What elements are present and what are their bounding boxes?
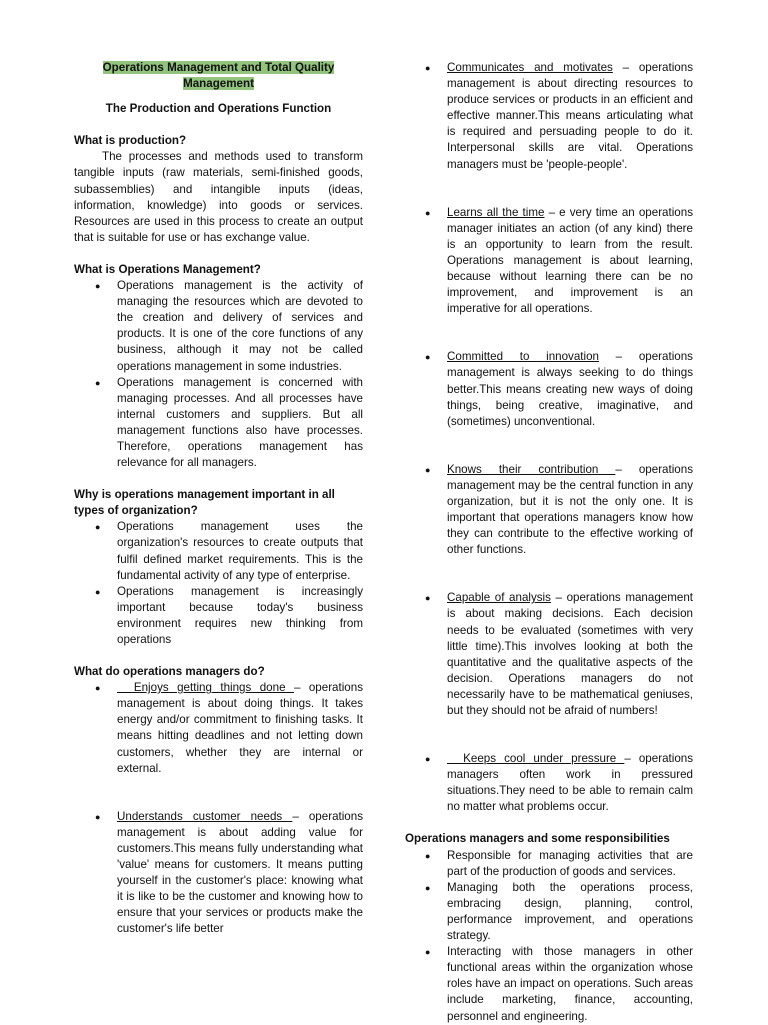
list-item [74,680,363,777]
traits-list [405,60,693,815]
list-item [405,848,693,880]
list-item-text: Responsible for managing activities that are part of the production of goods and services. [447,848,693,878]
bullet-icon: ● [425,754,431,765]
trait-term: Capable of analysis [447,591,551,605]
list-item [405,349,693,429]
list-item-text: Operations management is concerned with managing processes. And all processes have internal customers and suppliers. But all management functions also have processes. Therefore, operations management has relevance for all managers. [117,375,363,470]
section-subtitle: The Production and Operations Function [105,102,332,116]
managers-do-list [74,680,363,937]
trait-term: Knows their contribution [447,462,616,476]
trait-text: – operations management is about directing resources to produce services or products in an efficient and effective manner.This means articulating what is required and persuading people to do it. Interpersonal skills are vital. Operations managers must be 'people-people'. [447,61,693,171]
trait-text: – operations management is always seeking to do things better.This means creating new ways of doing things, being creative, imaginative, and (sometimes) unconventional. [447,350,693,428]
bullet-icon: ● [425,207,431,218]
list-item [405,944,693,1024]
bullet-icon: ● [425,882,431,893]
document-title [74,60,363,92]
trait-term: Keeps cool under pressure [447,752,625,766]
trait-term: Learns all the time [447,205,545,219]
heading-why-important: Why is operations management important in all types of organization? [74,488,335,518]
list-item [405,205,693,318]
trait-text: – operations management is about doing things. It takes energy and/or commitment to finishing tasks. It means hitting deadlines and not letting down customers, whether they are internal or external. [117,681,363,775]
list-item [74,584,363,648]
list-item [405,880,693,944]
heading-responsibilities: Operations managers and some responsibilities [405,832,670,846]
list-item [405,60,693,173]
list-item-text: Managing both the operations process, embracing design, planning, control, performance improvement, and operations strategy. [447,880,693,943]
list-item [405,751,693,815]
title-line-1: Operations Management and Total Quality [102,61,335,74]
trait-text: – e very time an operations manager initiates an action (of any kind) there is an opportunity to learn from the result. Operations management is about learning, because without learning there can be no improvement, and improvement is an imperative for all operations. [447,205,693,316]
heading-what-is-production: What is production? [74,134,187,148]
bullet-icon: ● [425,352,431,363]
bullet-icon: ● [95,377,101,388]
trait-term: Communicates and motivates [447,61,613,74]
trait-text: – operations managers often work in pressured situations.They need to be able to remain calm no matter what problems occur. [447,752,694,814]
trait-text: – operations management may be the central function in any organization, but it is not the only one. It is important that operations managers know how they can contribute to the effective working of other functions. [447,462,693,557]
left-column [74,60,363,938]
list-item [74,375,363,472]
bullet-icon: ● [95,281,101,292]
title-line-2: Management [183,77,254,91]
trait-term: Committed to innovation [447,350,599,364]
bullet-icon: ● [425,850,431,861]
right-column [405,60,693,1025]
list-item [405,590,693,719]
trait-text: – operations management is about adding value for customers.This means fully understanding what 'value' means for customers. It means putting yourself in the customer's place: knowing what it is like to be the customer and knowing how to ensure that your services or products make the customer's life better [117,809,364,936]
importance-list [74,519,363,648]
bullet-icon: ● [95,683,101,694]
trait-term: Enjoys getting things done [117,681,294,695]
bullet-icon: ● [95,522,101,533]
list-item-text: Operations management is increasingly important because today's business environment requires new thinking from operations [117,584,363,646]
bullet-icon: ● [425,947,431,958]
bullet-icon: ● [425,464,431,475]
list-item-text: Operations management uses the organization's resources to create outputs that fulfil defined market requirements. This is the fundamental activity of any type of enterprise. [117,520,363,582]
bullet-icon: ● [425,63,431,73]
operations-management-list [74,278,363,471]
list-item-text: Operations management is the activity of managing the resources which are devoted to the creation and delivery of services and products. It is one of the core functions of any business, although it may not be called operations management in some industries. [117,279,363,373]
production-definition: The processes and methods used to transform tangible inputs (raw materials, semi-finished goods, subassemblies) and intangible inputs (ideas, information, knowledge) into goods or services. Resources are used in this process to create an output that is suitable for use or has exchange value. [74,150,363,244]
bullet-icon: ● [95,811,101,822]
responsibilities-list [405,848,693,1025]
heading-what-managers-do: What do operations managers do? [74,665,265,679]
list-item [405,462,693,559]
trait-term: Understands customer needs [117,809,293,823]
list-item [74,519,363,583]
trait-text: – operations management is about making decisions. Each decision needs to be evaluated (sometimes with very little time).This involves looking at both the quantitative and the qualitative aspects of the decision. Operations managers do not necessarily have to be mathematical geniuses, but they should not be afraid of numbers! [447,591,693,717]
bullet-icon: ● [95,586,101,597]
list-item-text: Interacting with those managers in other functional areas within the organization whose roles have an impact on operations. Such areas include marketing, finance, accounting, personnel and engineering. [447,945,693,1023]
heading-what-is-operations-management: What is Operations Management? [74,262,261,276]
bullet-icon: ● [425,593,431,604]
list-item [74,809,363,938]
list-item [74,278,363,375]
